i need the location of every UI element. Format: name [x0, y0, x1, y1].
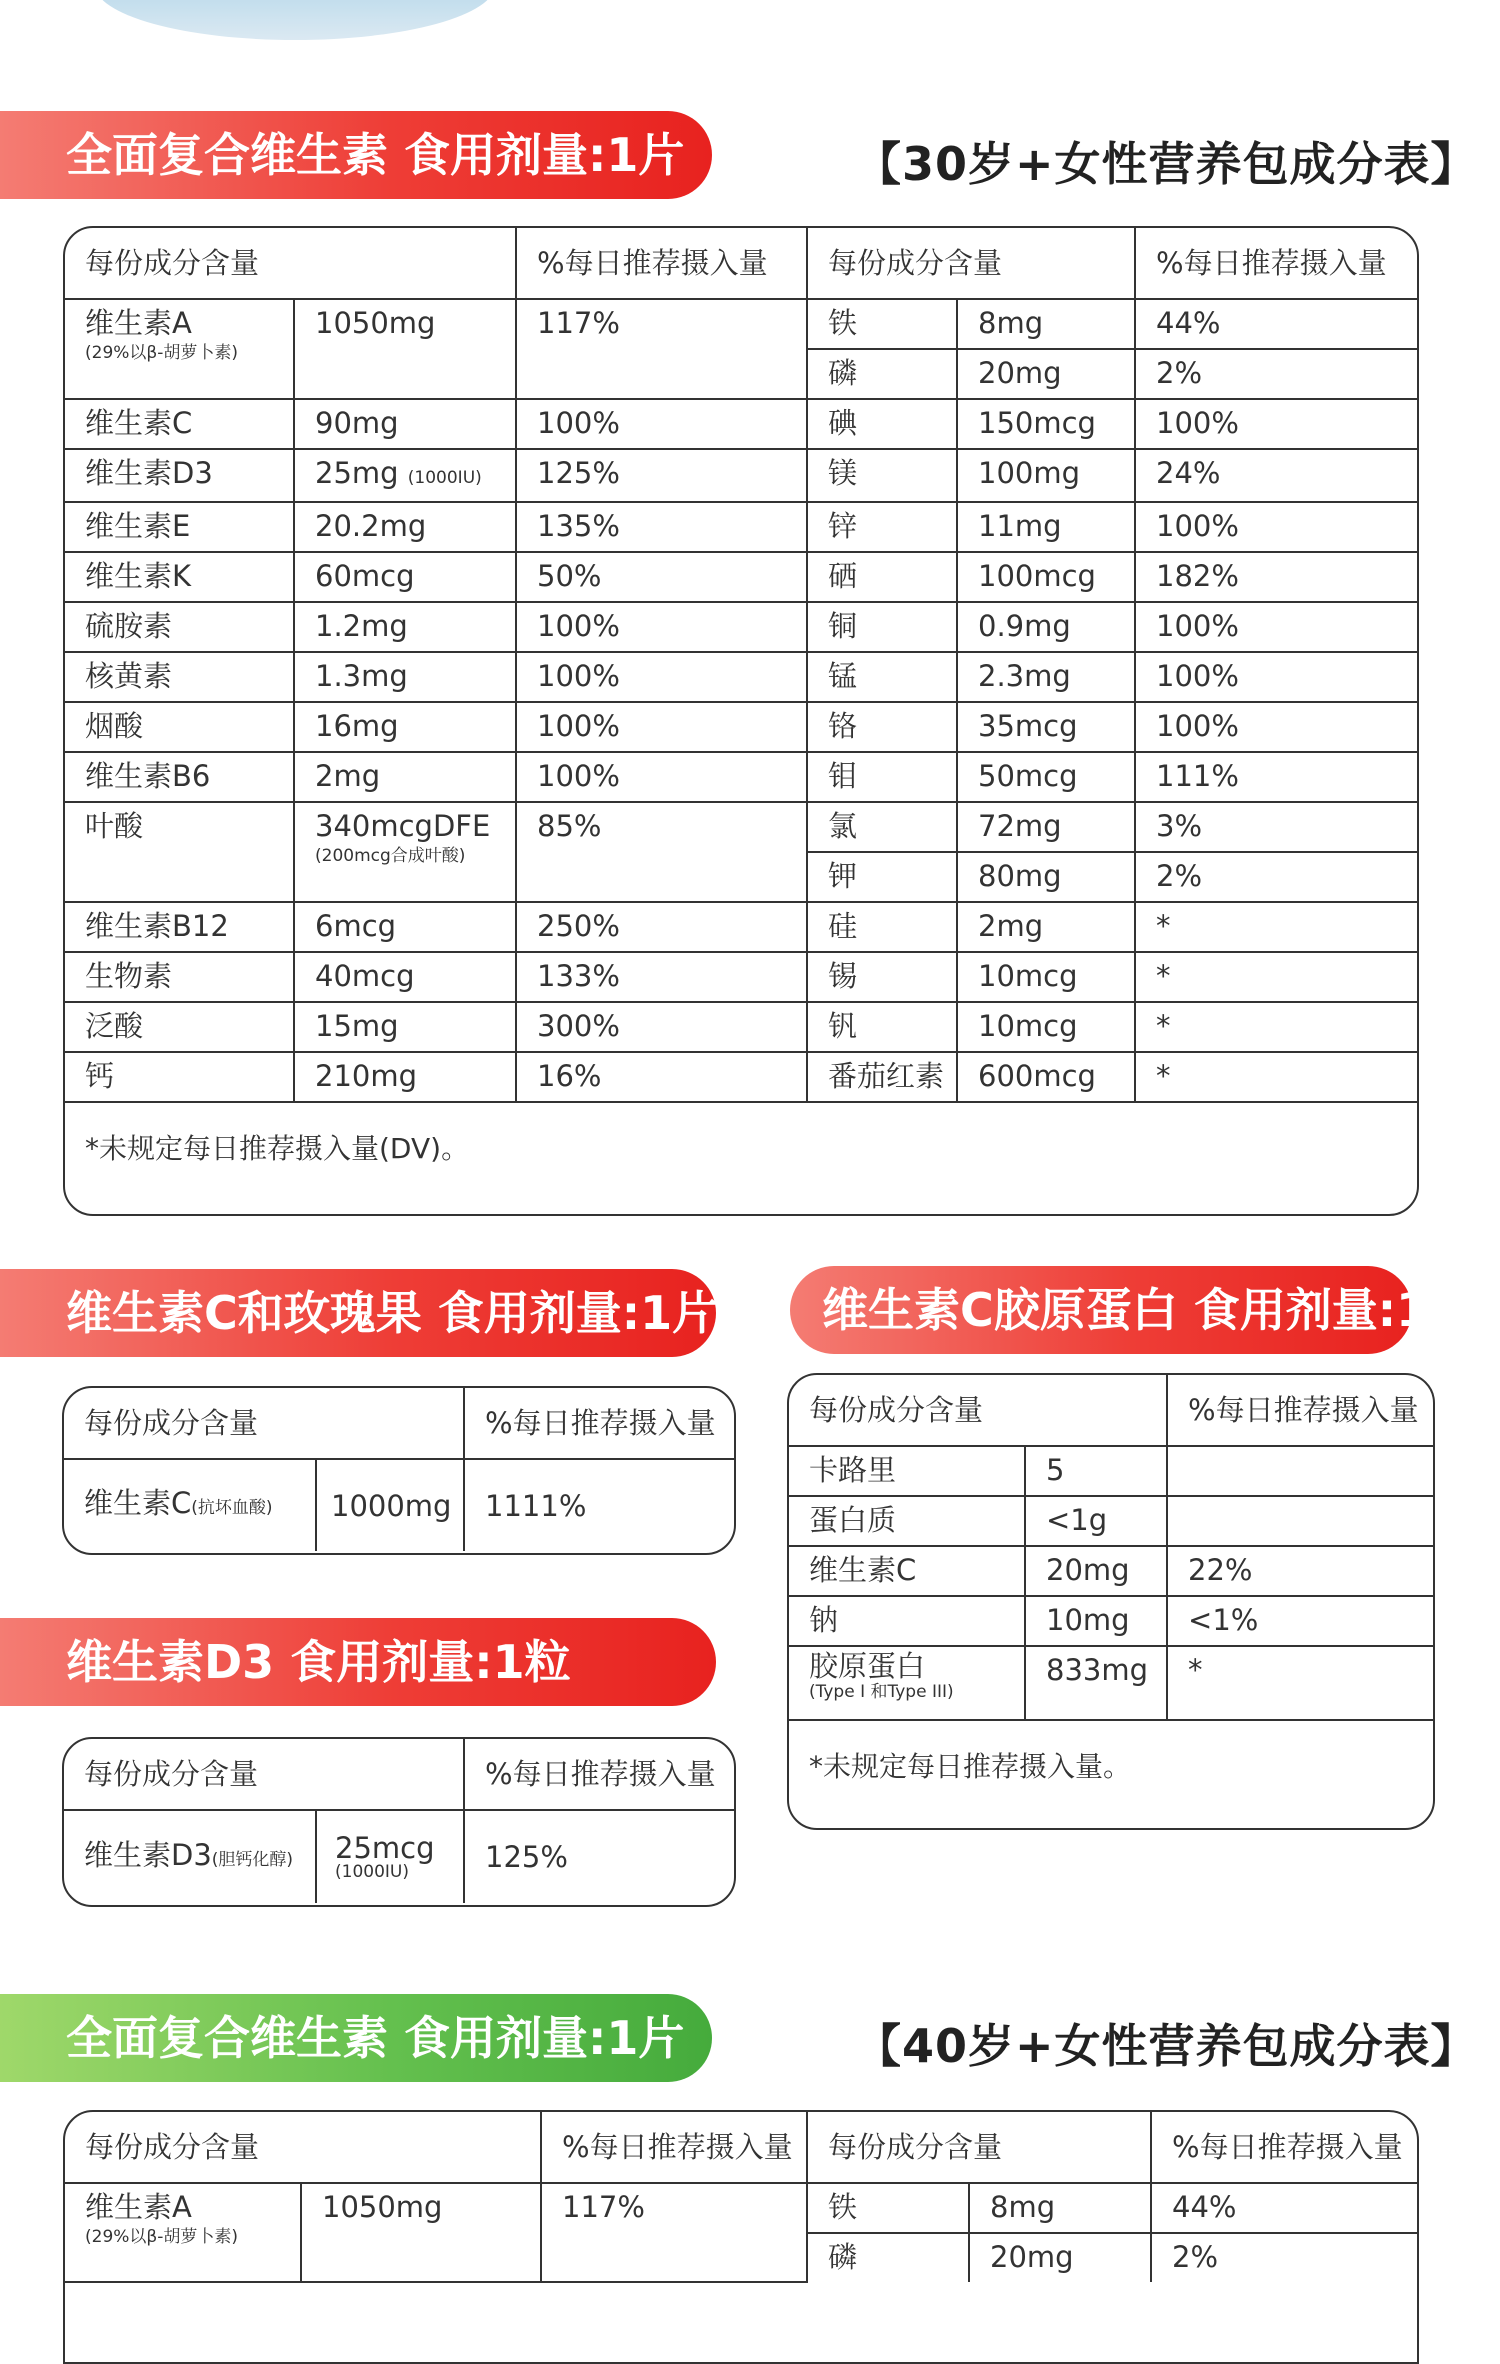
nutrient-name: 胶原蛋白 (Type I 和Type III)	[789, 1646, 1025, 1720]
nutrient-amount: 1.2mg	[294, 602, 516, 652]
mineral-name: 钾	[807, 852, 957, 902]
nutrient-amount: 1.3mg	[294, 652, 516, 702]
nutrient-name: 维生素C	[789, 1546, 1025, 1596]
section2-banner: 维生素C和玫瑰果 食用剂量:1片	[0, 1269, 716, 1357]
nutrient-name: 烟酸	[65, 702, 294, 752]
nutrient-amount: <1g	[1025, 1496, 1167, 1546]
nutrient-dv	[1167, 1496, 1433, 1546]
mineral-dv: *	[1135, 952, 1417, 1002]
nutrient-name: 维生素E	[65, 502, 294, 552]
mineral-name: 锡	[807, 952, 957, 1002]
mineral-amount: 72mg	[957, 802, 1135, 852]
mineral-name: 铬	[807, 702, 957, 752]
nutrient-amount: 5	[1025, 1446, 1167, 1496]
section4-banner: 维生素C胶原蛋白 食用剂量:1片	[790, 1266, 1412, 1354]
nutrient-name: 维生素C	[65, 399, 294, 449]
mineral-dv: 44%	[1151, 2183, 1417, 2233]
mineral-dv: 2%	[1151, 2233, 1417, 2282]
s5-hdr-dv-left: %每日推荐摄入量	[541, 2112, 807, 2183]
section4-table	[787, 1373, 1435, 1830]
nutrient-amount: 25mcg (1000IU)	[316, 1810, 464, 1903]
s1-hdr-content-left: 每份成分含量	[65, 228, 516, 299]
mineral-amount: 600mcg	[957, 1052, 1135, 1102]
mineral-name: 番茄红素	[807, 1052, 957, 1102]
nutrient-amount: 6mcg	[294, 902, 516, 952]
mineral-dv: 2%	[1135, 852, 1417, 902]
nutrient-dv: 125%	[464, 1810, 734, 1903]
nutrient-name: 核黄素	[65, 652, 294, 702]
mineral-name: 磷	[807, 349, 957, 399]
section3-banner: 维生素D3 食用剂量:1粒	[0, 1618, 716, 1706]
mineral-name: 钒	[807, 1002, 957, 1052]
mineral-amount: 150mcg	[957, 399, 1135, 449]
section2-table	[62, 1386, 736, 1555]
nutrient-name: 生物素	[65, 952, 294, 1002]
nutrient-name: 泛酸	[65, 1002, 294, 1052]
nutrient-amount: 90mg	[294, 399, 516, 449]
mineral-dv: 111%	[1135, 752, 1417, 802]
mineral-amount: 80mg	[957, 852, 1135, 902]
mineral-amount: 20mg	[969, 2233, 1151, 2282]
mineral-name: 镁	[807, 449, 957, 502]
mineral-amount: 11mg	[957, 502, 1135, 552]
section5-banner: 全面复合维生素 食用剂量:1片	[0, 1994, 712, 2082]
section5-table	[63, 2110, 1419, 2364]
s1-hdr-content-right: 每份成分含量	[807, 228, 1135, 299]
s4-hdr-dv: %每日推荐摄入量	[1167, 1375, 1433, 1446]
section1-heading: 【30岁+女性营养包成分表】	[855, 137, 1478, 191]
s5-hdr-content-left: 每份成分含量	[65, 2112, 541, 2183]
nutrient-dv: 300%	[516, 1002, 807, 1052]
mineral-name: 氯	[807, 802, 957, 852]
nutrient-name: 硫胺素	[65, 602, 294, 652]
nutrient-amount: 1050mg	[301, 2183, 541, 2282]
nutrient-dv: 250%	[516, 902, 807, 952]
section1-banner: 全面复合维生素 食用剂量:1片	[0, 111, 712, 199]
mineral-dv: 182%	[1135, 552, 1417, 602]
nutrient-name: 维生素B12	[65, 902, 294, 952]
mineral-name: 磷	[807, 2233, 969, 2282]
mineral-dv: 100%	[1135, 399, 1417, 449]
nutrient-amount: 20.2mg	[294, 502, 516, 552]
mineral-amount: 35mcg	[957, 702, 1135, 752]
nutrient-amount: 1000mg	[316, 1459, 464, 1551]
nutrient-name: 维生素D3	[65, 449, 294, 502]
nutrient-dv: 117%	[541, 2183, 807, 2282]
s2-hdr-content: 每份成分含量	[64, 1388, 464, 1459]
mineral-name: 铁	[807, 2183, 969, 2233]
mineral-dv: *	[1135, 1052, 1417, 1102]
nutrient-amount: 16mg	[294, 702, 516, 752]
nutrient-name: 维生素A (29%以β-胡萝卜素)	[65, 299, 294, 399]
nutrient-dv: 100%	[516, 399, 807, 449]
mineral-dv: 44%	[1135, 299, 1417, 349]
mineral-name: 锰	[807, 652, 957, 702]
nutrient-amount: 210mg	[294, 1052, 516, 1102]
s4-hdr-content: 每份成分含量	[789, 1375, 1167, 1446]
nutrient-name: 钠	[789, 1596, 1025, 1646]
nutrient-dv: 100%	[516, 602, 807, 652]
s1-hdr-dv-left: %每日推荐摄入量	[516, 228, 807, 299]
nutrient-name: 卡路里	[789, 1446, 1025, 1496]
section5-heading: 【40岁+女性营养包成分表】	[855, 2019, 1478, 2073]
nutrient-name: 钙	[65, 1052, 294, 1102]
nutrient-dv: 100%	[516, 702, 807, 752]
nutrient-name: 蛋白质	[789, 1496, 1025, 1546]
nutrient-dv: 16%	[516, 1052, 807, 1102]
nutrient-name: 维生素B6	[65, 752, 294, 802]
nutrient-amount: 25mg (1000IU)	[294, 449, 516, 502]
mineral-dv: 100%	[1135, 602, 1417, 652]
mineral-amount: 50mcg	[957, 752, 1135, 802]
mineral-dv: 2%	[1135, 349, 1417, 399]
s5-hdr-content-right: 每份成分含量	[807, 2112, 1151, 2183]
mineral-dv: *	[1135, 1002, 1417, 1052]
mineral-amount: 10mcg	[957, 952, 1135, 1002]
nutrient-dv: <1%	[1167, 1596, 1433, 1646]
nutrient-dv: 125%	[516, 449, 807, 502]
nutrient-amount: 60mcg	[294, 552, 516, 602]
mineral-amount: 10mcg	[957, 1002, 1135, 1052]
mineral-dv: 3%	[1135, 802, 1417, 852]
nutrient-name: 维生素A (29%以β-胡萝卜素)	[65, 2183, 301, 2282]
mineral-name: 铜	[807, 602, 957, 652]
mineral-name: 硅	[807, 902, 957, 952]
mineral-amount: 8mg	[969, 2183, 1151, 2233]
nutrient-amount: 340mcgDFE (200mcg合成叶酸)	[294, 802, 516, 902]
mineral-amount: 8mg	[957, 299, 1135, 349]
mineral-name: 碘	[807, 399, 957, 449]
s5-hdr-dv-right: %每日推荐摄入量	[1151, 2112, 1417, 2183]
mineral-dv: 100%	[1135, 652, 1417, 702]
nutrient-amount: 1050mg	[294, 299, 516, 399]
nutrient-dv: 133%	[516, 952, 807, 1002]
nutrient-amount: 15mg	[294, 1002, 516, 1052]
nutrient-amount: 40mcg	[294, 952, 516, 1002]
s3-hdr-dv: %每日推荐摄入量	[464, 1739, 734, 1810]
nutrient-dv: 22%	[1167, 1546, 1433, 1596]
nutrient-dv: 100%	[516, 652, 807, 702]
nutrient-dv	[1167, 1446, 1433, 1496]
nutrient-dv: 85%	[516, 802, 807, 902]
nutrient-dv: 100%	[516, 752, 807, 802]
nutrient-amount: 2mg	[294, 752, 516, 802]
s1-footnote: *未规定每日推荐摄入量(DV)。	[65, 1102, 1417, 1195]
mineral-dv: *	[1135, 902, 1417, 952]
nutrient-name: 叶酸	[65, 802, 294, 902]
top-product-image-fragment	[95, 0, 495, 40]
s3-hdr-content: 每份成分含量	[64, 1739, 464, 1810]
mineral-dv: 24%	[1135, 449, 1417, 502]
mineral-name: 铁	[807, 299, 957, 349]
nutrient-dv: 50%	[516, 552, 807, 602]
s1-hdr-dv-right: %每日推荐摄入量	[1135, 228, 1417, 299]
mineral-dv: 100%	[1135, 502, 1417, 552]
nutrient-amount: 833mg	[1025, 1646, 1167, 1720]
nutrient-dv: 117%	[516, 299, 807, 399]
mineral-name: 钼	[807, 752, 957, 802]
s4-footnote: *未规定每日推荐摄入量。	[789, 1720, 1433, 1813]
s2-hdr-dv: %每日推荐摄入量	[464, 1388, 734, 1459]
nutrient-name: 维生素K	[65, 552, 294, 602]
mineral-amount: 100mg	[957, 449, 1135, 502]
nutrient-amount: 10mg	[1025, 1596, 1167, 1646]
nutrient-name: 维生素C(抗坏血酸)	[64, 1459, 316, 1551]
mineral-name: 锌	[807, 502, 957, 552]
mineral-amount: 100mcg	[957, 552, 1135, 602]
nutrient-amount: 20mg	[1025, 1546, 1167, 1596]
section3-table	[62, 1737, 736, 1907]
mineral-amount: 0.9mg	[957, 602, 1135, 652]
nutrient-name: 维生素D3(胆钙化醇)	[64, 1810, 316, 1903]
nutrient-dv: *	[1167, 1646, 1433, 1720]
nutrient-dv: 135%	[516, 502, 807, 552]
nutrient-dv: 1111%	[464, 1459, 734, 1551]
mineral-amount: 2.3mg	[957, 652, 1135, 702]
mineral-name: 硒	[807, 552, 957, 602]
mineral-amount: 2mg	[957, 902, 1135, 952]
mineral-dv: 100%	[1135, 702, 1417, 752]
mineral-amount: 20mg	[957, 349, 1135, 399]
section1-table	[63, 226, 1419, 1216]
